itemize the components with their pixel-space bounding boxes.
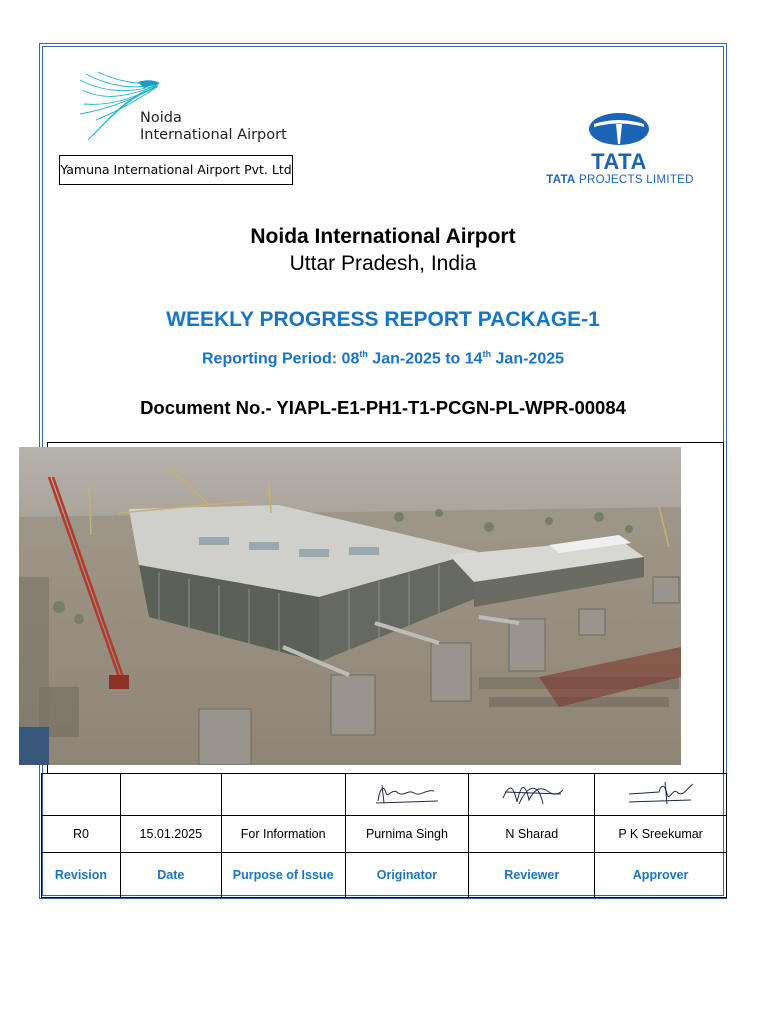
project-title: Noida International Airport: [250, 225, 516, 248]
revision-table: [41, 773, 727, 898]
signature-cell-originator: [345, 774, 469, 816]
report-title: WEEKLY PROGRESS REPORT PACKAGE-1: [166, 308, 600, 331]
signature-sharad-icon: [499, 778, 565, 808]
reporting-period: [39, 349, 727, 368]
tata-wordmark: TATA: [591, 149, 647, 174]
document-number: Document No.- YIAPL-E1-PH1-T1-PCGN-PL-WPR-00084: [140, 397, 626, 418]
period-sup-1: th: [359, 349, 368, 359]
signature-cell-approver: [595, 774, 727, 816]
signature-cell-date: [120, 774, 221, 816]
period-mid: Jan-2025 to 14: [367, 350, 483, 368]
originator-header: Originator: [345, 853, 469, 898]
signature-sreekumar-icon: [625, 778, 697, 808]
tata-sub-rest: PROJECTS LIMITED: [579, 174, 694, 186]
signature-cell-revision: [42, 774, 121, 816]
construction-site-photo: [19, 447, 681, 765]
date-value: 15.01.2025: [120, 816, 221, 853]
project-location: Uttar Pradesh, India: [289, 252, 477, 275]
purpose-header: Purpose of Issue: [221, 853, 345, 898]
approver-header: Approver: [595, 853, 727, 898]
noida-airport-logo-text: [140, 110, 287, 144]
purpose-value: For Information: [221, 816, 345, 853]
header-row: [42, 853, 727, 898]
tata-sub-brand: TATA: [546, 174, 576, 186]
period-suffix: Jan-2025: [491, 350, 565, 368]
signature-purnima-icon: [374, 779, 440, 807]
reviewer-value: N Sharad: [469, 816, 595, 853]
values-row: [42, 816, 727, 853]
approver-value: P K Sreekumar: [595, 816, 727, 853]
tata-projects-limited: [532, 174, 708, 186]
date-header: Date: [120, 853, 221, 898]
logo-line-1: Noida: [140, 110, 182, 126]
revision-header: Revision: [42, 853, 121, 898]
originator-value: Purnima Singh: [345, 816, 469, 853]
period-prefix: Reporting Period: 08: [201, 350, 360, 368]
period-sup-2: th: [482, 349, 492, 359]
signature-row: [42, 774, 727, 816]
revision-value: R0: [42, 816, 121, 853]
logo-line-2: International Airport: [140, 127, 287, 143]
signature-cell-reviewer: [469, 774, 595, 816]
signature-cell-purpose: [221, 774, 345, 816]
reviewer-header: Reviewer: [469, 853, 595, 898]
client-company-box: Yamuna International Airport Pvt. Ltd: [59, 155, 293, 185]
